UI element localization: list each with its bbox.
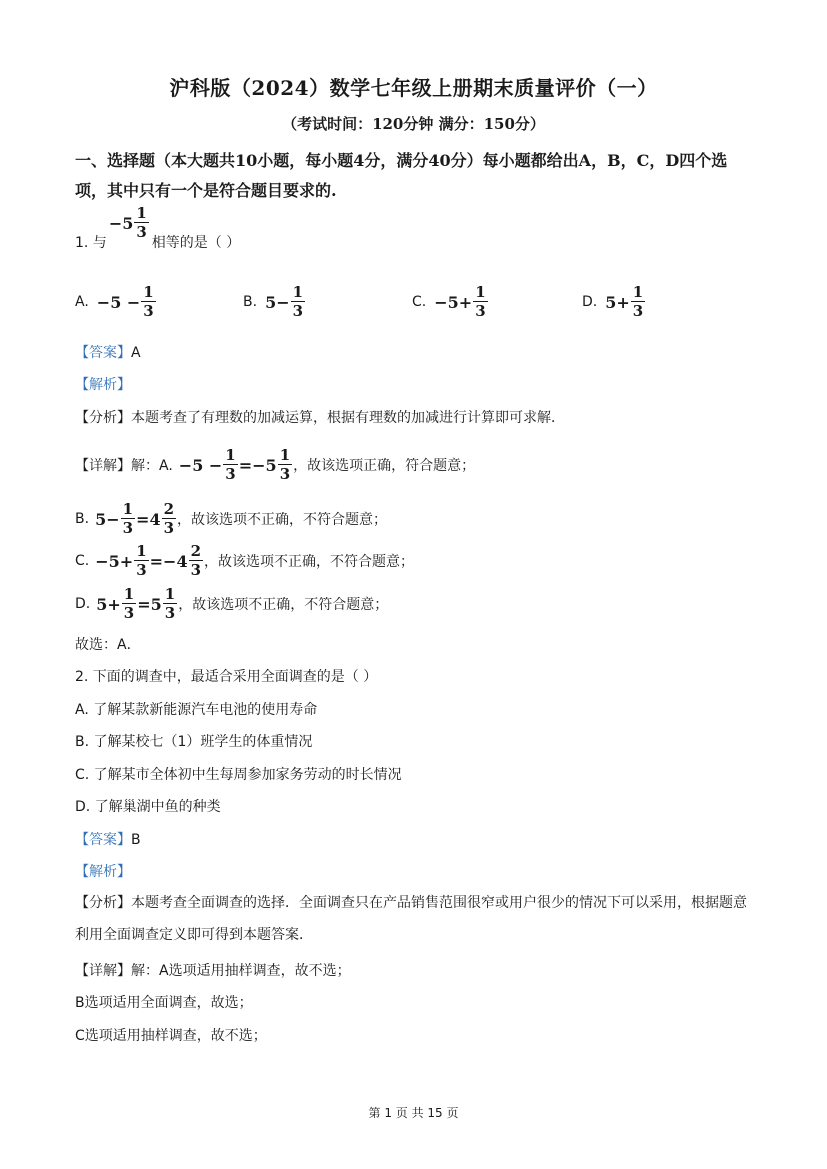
fraction-den: 3 — [143, 302, 154, 320]
step-result-fraction — [278, 448, 292, 482]
detail-intro: 解：A. — [131, 458, 173, 474]
fraction-den: 3 — [292, 302, 304, 320]
q1-expr-fraction — [134, 206, 148, 240]
step-text: ，故该选项不正确，不符合题意； — [204, 554, 415, 570]
q2-option-b: B. 了解某校七（1）班学生的体重情况 — [75, 734, 313, 750]
q2-analysis-tag — [75, 861, 131, 881]
step-result-fraction — [189, 544, 203, 578]
q2-answer — [75, 829, 141, 849]
step-label: D. — [75, 596, 91, 612]
fraction-den: 3 — [279, 465, 291, 483]
step-eq: =−5 — [238, 455, 277, 475]
step-fraction — [121, 502, 135, 536]
fraction-num: 1 — [164, 585, 176, 603]
fraction-den: 3 — [475, 302, 486, 320]
option-expr: 5− — [265, 292, 290, 312]
q1-detail-step-d — [75, 587, 388, 621]
option-expr: −5+ — [434, 292, 473, 312]
option-label: B. — [243, 294, 258, 310]
detail-tag: 【详解】 — [75, 963, 131, 979]
question-2-stem: 2. 下面的调查中，最适合采用全面调查的是（ ） — [75, 669, 378, 685]
fraction-den: 3 — [122, 519, 134, 537]
fenxi-tag: 【分析】 — [75, 410, 131, 426]
step-text: ，故该选项正确，符合题意； — [293, 458, 476, 474]
q1-detail-step-b — [75, 502, 387, 536]
fraction-num: 1 — [136, 542, 147, 560]
fraction-den: 3 — [632, 302, 644, 320]
step-fraction — [134, 544, 148, 578]
q2-fenxi — [75, 887, 755, 951]
q1-expr-den: 3 — [136, 223, 147, 241]
answer-value: A — [131, 345, 141, 361]
fraction-num: 1 — [225, 446, 236, 464]
option-label: C. — [412, 294, 427, 310]
step-result-fraction — [163, 587, 177, 621]
option-fraction — [631, 285, 645, 319]
q1-conclusion: 故选：A． — [75, 637, 141, 653]
q1-expr-whole: −5 — [108, 213, 134, 233]
step-eq: =5 — [137, 594, 162, 614]
fraction-num: 2 — [163, 500, 175, 518]
option-expr: −5 − — [96, 292, 141, 312]
fraction-den: 3 — [190, 561, 202, 579]
q1-option-b — [243, 285, 306, 319]
analysis-tag: 【解析】 — [75, 377, 131, 393]
option-fraction — [291, 285, 305, 319]
fenxi-text: 本题考查了有理数的加减运算，根据有理数的加减进行计算即可求解． — [131, 410, 565, 426]
fraction-num: 2 — [190, 542, 202, 560]
fenxi-text: 本题考查全面调查的选择．全面调查只在产品销售范围很窄或用户很少的情况下可以采用，根据题意利用全面调查定义即可得到本题答案． — [75, 895, 747, 943]
option-fraction — [141, 285, 155, 319]
fraction-den: 3 — [225, 465, 236, 483]
fraction-num: 1 — [292, 283, 304, 301]
option-label: D. — [582, 294, 598, 310]
step-eq: =−4 — [149, 551, 188, 571]
step-lhs: −5 − — [178, 455, 223, 475]
q2-option-a: A. 了解某款新能源汽车电池的使用寿命 — [75, 702, 318, 718]
fraction-num: 1 — [122, 500, 134, 518]
q1-detail-step-a — [75, 448, 475, 482]
step-fraction — [223, 448, 237, 482]
q2-option-c: C. 了解某市全体初中生每周参加家务劳动的时长情况 — [75, 767, 402, 783]
section-heading: 一、选择题（本大题共10小题，每小题4分，满分40分）每小题都给出A，B，C，D四个选项，其中只有一个是符合题目要求的. — [75, 151, 728, 200]
question-1-stem — [75, 204, 241, 252]
fenxi-tag: 【分析】 — [75, 895, 131, 911]
step-text: ，故该选项不正确，不符合题意； — [178, 597, 389, 613]
q1-prefix: 1. 与 — [75, 235, 107, 251]
step-lhs: 5− — [95, 509, 120, 529]
fraction-den: 3 — [136, 561, 147, 579]
page-footer: 第 1 页 共 15 页 — [368, 1106, 459, 1120]
fraction-num: 1 — [279, 446, 291, 464]
answer-tag: 【答案】 — [75, 345, 131, 361]
option-label: A. — [75, 294, 89, 310]
step-text: ，故该选项不正确，不符合题意； — [177, 512, 388, 528]
q1-analysis-tag — [75, 374, 131, 394]
q1-detail-step-c — [75, 544, 414, 578]
q1-answer — [75, 342, 141, 362]
answer-value: B — [131, 832, 141, 848]
step-eq: =4 — [136, 509, 161, 529]
analysis-tag: 【解析】 — [75, 864, 131, 880]
page-title: 沪科版（2024）数学七年级上册期末质量评价（一） — [169, 76, 658, 100]
exam-info: （考试时间：120分钟 满分：150分） — [282, 115, 545, 133]
q1-expression — [109, 206, 150, 240]
step-lhs: −5+ — [95, 551, 134, 571]
step-label: B. — [75, 511, 90, 527]
detail-text: 解：A选项适用抽样调查，故不选； — [131, 963, 351, 979]
q1-option-d — [582, 285, 646, 319]
fraction-num: 1 — [632, 283, 644, 301]
q2-detail-line-2: B选项适用全面调查，故选； — [75, 995, 253, 1011]
step-lhs: 5+ — [96, 594, 121, 614]
fraction-num: 1 — [143, 283, 154, 301]
q1-option-c — [412, 285, 489, 319]
q1-expr-num: 1 — [136, 204, 147, 222]
step-label: C. — [75, 553, 90, 569]
q2-detail-line-1 — [75, 960, 351, 980]
option-fraction — [473, 285, 487, 319]
q1-fenxi — [75, 407, 565, 427]
fraction-num: 1 — [123, 585, 135, 603]
q1-option-a — [75, 285, 157, 319]
answer-tag: 【答案】 — [75, 832, 131, 848]
q1-suffix: 相等的是（ ） — [151, 235, 241, 251]
fraction-den: 3 — [123, 604, 135, 622]
step-result-fraction — [162, 502, 176, 536]
fraction-num: 1 — [475, 283, 486, 301]
q2-option-d: D. 了解巢湖中鱼的种类 — [75, 799, 221, 815]
fraction-den: 3 — [163, 519, 175, 537]
q2-detail-line-3: C选项适用抽样调查，故不选； — [75, 1028, 267, 1044]
step-fraction — [122, 587, 136, 621]
detail-tag: 【详解】 — [75, 458, 131, 474]
fraction-den: 3 — [164, 604, 176, 622]
option-expr: 5+ — [605, 292, 630, 312]
